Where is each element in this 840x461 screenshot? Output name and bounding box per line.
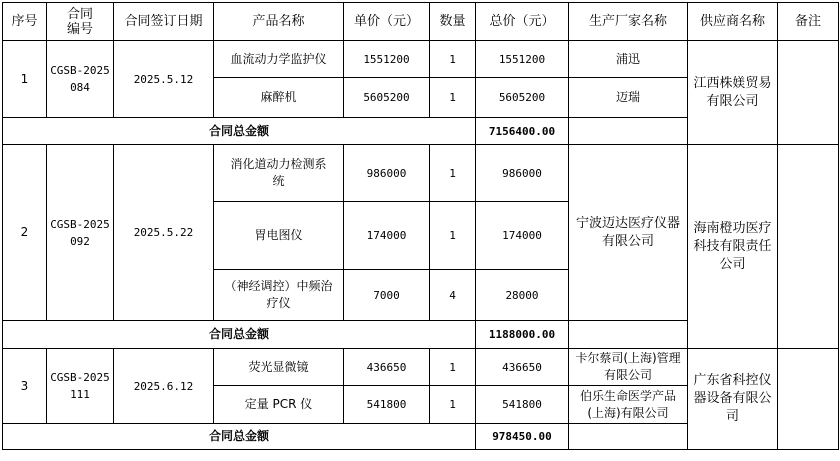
qty-cell: 1 bbox=[430, 202, 476, 270]
header-sign-date: 合同签订日期 bbox=[114, 3, 214, 41]
product-cell: 消化道动力检测系统 bbox=[214, 145, 344, 202]
product-cell: 血流动力学监护仪 bbox=[214, 41, 344, 78]
qty-cell: 1 bbox=[430, 41, 476, 78]
empty-cell bbox=[569, 321, 688, 349]
remark-cell bbox=[778, 349, 839, 450]
unit-price-cell: 7000 bbox=[344, 270, 430, 321]
table-row bbox=[3, 41, 839, 78]
empty-cell bbox=[569, 118, 688, 145]
product-cell: 胃电图仪 bbox=[214, 202, 344, 270]
contract-total-value: 1188000.00 bbox=[476, 321, 569, 349]
product-cell: （神经调控）中频治疗仪 bbox=[214, 270, 344, 321]
sign-date-cell: 2025.5.22 bbox=[114, 145, 214, 321]
qty-cell: 4 bbox=[430, 270, 476, 321]
empty-cell bbox=[569, 424, 688, 450]
manufacturer-cell: 宁波迈达医疗仪器有限公司 bbox=[569, 145, 688, 321]
sign-date-cell: 2025.5.12 bbox=[114, 41, 214, 118]
qty-cell: 1 bbox=[430, 145, 476, 202]
supplier-cell: 海南橙功医疗科技有限责任公司 bbox=[688, 145, 778, 349]
contract-no-cell: CGSB-2025084 bbox=[47, 41, 114, 118]
seq-cell: 1 bbox=[3, 41, 47, 118]
contract-total-value: 7156400.00 bbox=[476, 118, 569, 145]
header-supplier: 供应商名称 bbox=[688, 3, 778, 41]
table-row bbox=[3, 145, 839, 202]
manufacturer-cell: 迈瑞 bbox=[569, 78, 688, 118]
unit-price-cell: 1551200 bbox=[344, 41, 430, 78]
product-cell: 麻醉机 bbox=[214, 78, 344, 118]
remark-cell bbox=[778, 145, 839, 349]
total-price-cell: 986000 bbox=[476, 145, 569, 202]
total-price-cell: 174000 bbox=[476, 202, 569, 270]
total-price-cell: 28000 bbox=[476, 270, 569, 321]
product-cell: 定量 PCR 仪 bbox=[214, 386, 344, 424]
manufacturer-cell: 伯乐生命医学产品(上海)有限公司 bbox=[569, 386, 688, 424]
header-manufacturer: 生产厂家名称 bbox=[569, 3, 688, 41]
qty-cell: 1 bbox=[430, 349, 476, 386]
unit-price-cell: 986000 bbox=[344, 145, 430, 202]
supplier-cell: 广东省科控仪器设备有限公司 bbox=[688, 349, 778, 450]
contract-total-label: 合同总金额 bbox=[3, 118, 476, 145]
seq-cell: 2 bbox=[3, 145, 47, 321]
unit-price-cell: 5605200 bbox=[344, 78, 430, 118]
header-total-price: 总价（元） bbox=[476, 3, 569, 41]
header-qty: 数量 bbox=[430, 3, 476, 41]
unit-price-cell: 436650 bbox=[344, 349, 430, 386]
header-unit-price: 单价（元） bbox=[344, 3, 430, 41]
unit-price-cell: 174000 bbox=[344, 202, 430, 270]
remark-cell bbox=[778, 41, 839, 145]
header-row bbox=[3, 3, 839, 41]
header-seq: 序号 bbox=[3, 3, 47, 41]
seq-cell: 3 bbox=[3, 349, 47, 424]
manufacturer-cell: 卡尔蔡司(上海)管理有限公司 bbox=[569, 349, 688, 386]
qty-cell: 1 bbox=[430, 386, 476, 424]
sign-date-cell: 2025.6.12 bbox=[114, 349, 214, 424]
header-remark: 备注 bbox=[778, 3, 839, 41]
contract-total-label: 合同总金额 bbox=[3, 321, 476, 349]
contract-total-label: 合同总金额 bbox=[3, 424, 476, 450]
total-price-cell: 541800 bbox=[476, 386, 569, 424]
total-price-cell: 5605200 bbox=[476, 78, 569, 118]
product-cell: 荧光显微镜 bbox=[214, 349, 344, 386]
unit-price-cell: 541800 bbox=[344, 386, 430, 424]
table-row bbox=[3, 349, 839, 386]
qty-cell: 1 bbox=[430, 78, 476, 118]
contract-no-cell: CGSB-2025111 bbox=[47, 349, 114, 424]
manufacturer-cell: 浦迅 bbox=[569, 41, 688, 78]
contract-total-value: 978450.00 bbox=[476, 424, 569, 450]
header-product: 产品名称 bbox=[214, 3, 344, 41]
total-price-cell: 1551200 bbox=[476, 41, 569, 78]
header-contract-no: 合同编号 bbox=[47, 3, 114, 41]
contract-table bbox=[2, 2, 839, 450]
contract-no-cell: CGSB-2025092 bbox=[47, 145, 114, 321]
total-price-cell: 436650 bbox=[476, 349, 569, 386]
supplier-cell: 江西株媄贸易有限公司 bbox=[688, 41, 778, 145]
